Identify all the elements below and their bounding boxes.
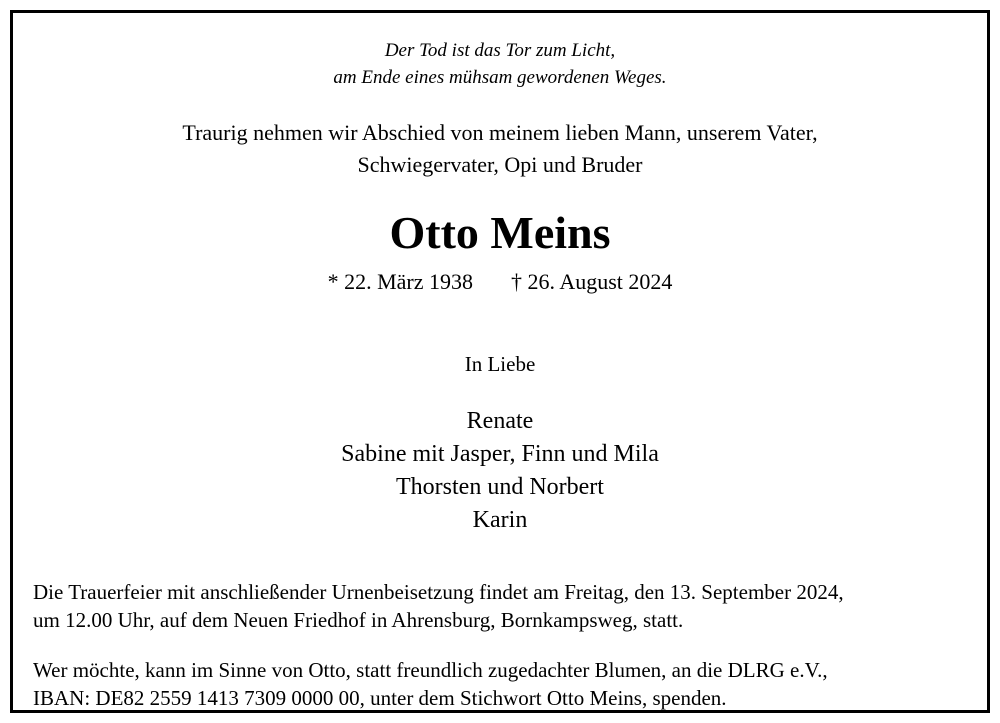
motto-line-1: Der Tod ist das Tor zum Licht, xyxy=(384,40,616,61)
ceremony-line-1: Die Trauerfeier mit anschließender Urnenbeisetzung findet am Freitag, den 13. September 2024, xyxy=(33,580,844,604)
ceremony-line-2: um 12.00 Uhr, auf dem Neuen Friedhof in Ahrensburg, Bornkampsweg, statt. xyxy=(33,608,684,632)
ceremony-info xyxy=(33,578,977,634)
mourners-list xyxy=(13,405,987,537)
deceased-name: Otto Meins xyxy=(389,207,611,258)
closing-phrase: In Liebe xyxy=(464,352,536,376)
death-date: † 26. August 2024 xyxy=(511,269,673,294)
obituary-frame xyxy=(10,10,990,713)
motto xyxy=(13,37,987,91)
donation-info xyxy=(33,656,977,712)
intro-text xyxy=(13,117,987,181)
intro-line-1: Traurig nehmen wir Abschied von meinem lieben Mann, unserem Vater, xyxy=(182,120,818,145)
mourner: Karin xyxy=(472,507,528,533)
intro-line-2: Schwiegervater, Opi und Bruder xyxy=(357,152,643,177)
mourner: Renate xyxy=(466,408,534,434)
motto-line-2: am Ende eines mühsam gewordenen Weges. xyxy=(333,67,667,88)
birth-date: * 22. März 1938 xyxy=(327,269,474,294)
donation-line-2: IBAN: DE82 2559 1413 7309 0000 00, unter dem Stichwort Otto Meins, spenden. xyxy=(33,686,727,710)
mourner: Sabine mit Jasper, Finn und Mila xyxy=(341,441,659,467)
mourner: Thorsten und Norbert xyxy=(396,474,604,500)
life-dates xyxy=(13,267,987,297)
donation-line-1: Wer möchte, kann im Sinne von Otto, statt freundlich zugedachter Blumen, an die DLRG e.V., xyxy=(33,658,828,682)
